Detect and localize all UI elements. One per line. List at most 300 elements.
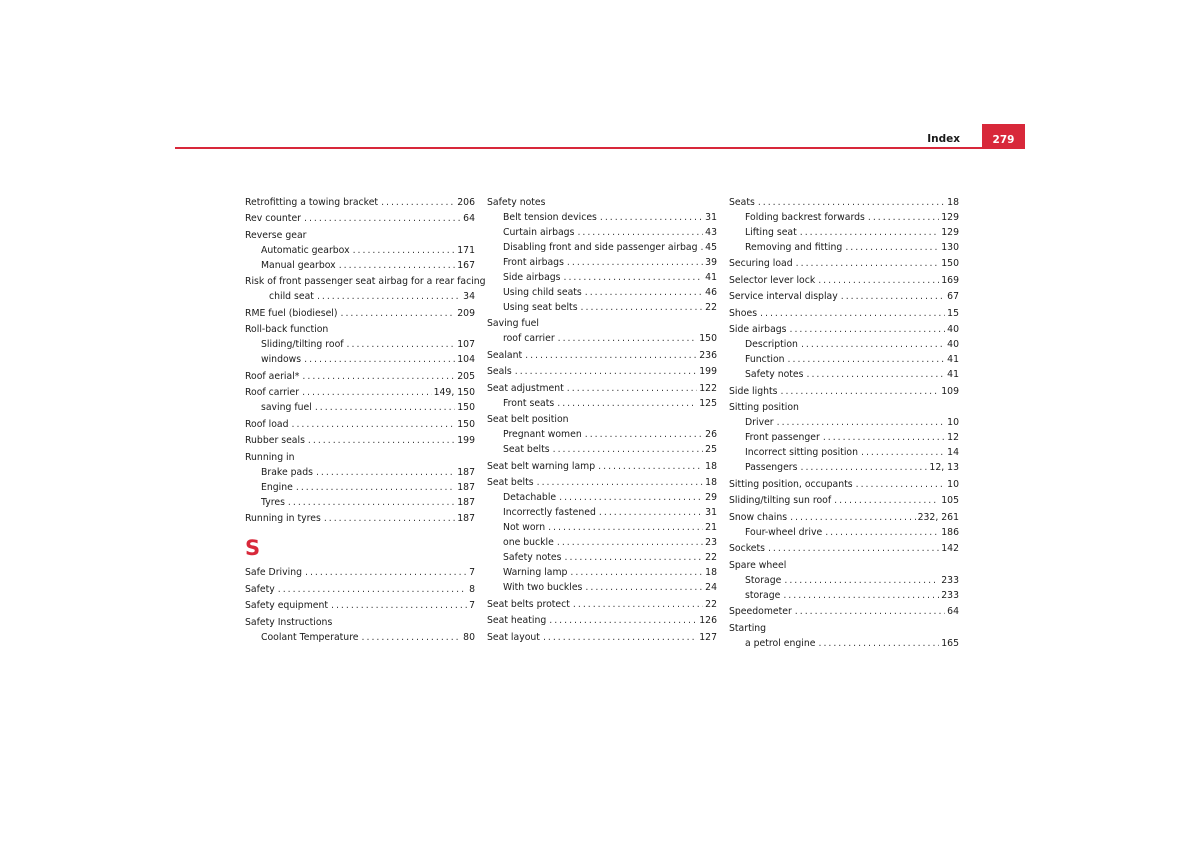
- index-entry: [487, 459, 717, 474]
- index-subentry: [245, 400, 475, 415]
- entry-page-ref: 187: [457, 513, 475, 524]
- entry-term: Folding backrest forwards: [745, 211, 865, 223]
- dot-leader: [304, 352, 455, 367]
- entry-term: Roof load: [245, 418, 289, 430]
- dot-leader: [801, 337, 945, 352]
- index-subentry: [245, 337, 475, 352]
- entry-term: Running in tyres: [245, 513, 321, 524]
- index-entry: [487, 475, 717, 490]
- entry-term: Speedometer: [729, 606, 792, 617]
- entry-term: Seat adjustment: [487, 382, 564, 394]
- entry-term: Seat layout: [487, 631, 540, 643]
- index-entry: [245, 417, 475, 432]
- entry-term: child seat: [269, 291, 314, 302]
- entry-page-ref: 31: [705, 211, 717, 223]
- entry-term: Service interval display: [729, 291, 838, 302]
- dot-leader: [564, 550, 703, 565]
- dot-leader: [341, 306, 456, 321]
- index-entry: [729, 604, 959, 619]
- entry-page-ref: 22: [705, 301, 717, 313]
- entry-page-ref: 45: [705, 241, 717, 253]
- dot-leader: [278, 582, 467, 597]
- index-entry: [245, 322, 475, 337]
- dot-leader: [331, 598, 467, 613]
- entry-page-ref: 12, 13: [929, 462, 959, 473]
- index-entry: [245, 274, 486, 289]
- entry-page-ref: 40: [947, 324, 959, 335]
- entry-term: Seals: [487, 366, 512, 377]
- dot-leader: [841, 289, 945, 304]
- entry-term: Sitting position: [729, 402, 799, 413]
- index-subentry: [729, 337, 959, 352]
- dot-leader: [784, 573, 939, 588]
- dot-leader: [781, 384, 940, 399]
- dot-leader: [788, 352, 946, 367]
- entry-term: Sitting position, occupants: [729, 478, 853, 490]
- entry-term: Safety notes: [503, 552, 562, 563]
- dot-leader: [783, 588, 939, 603]
- entry-term: Incorrectly fastened: [503, 507, 596, 518]
- index-subentry: [487, 550, 717, 565]
- index-entry: [729, 510, 959, 525]
- dot-leader: [868, 210, 939, 225]
- entry-term: Starting: [729, 622, 767, 634]
- entry-term: Using child seats: [503, 286, 582, 298]
- entry-page-ref: 41: [947, 369, 959, 380]
- entry-page-ref: 8: [469, 583, 475, 595]
- entry-page-ref: 150: [699, 333, 717, 344]
- entry-page-ref: 29: [705, 492, 717, 503]
- dot-leader: [800, 225, 939, 240]
- entry-page-ref: 167: [457, 259, 475, 271]
- index-subentry: [487, 490, 717, 505]
- dot-leader: [834, 493, 939, 508]
- entry-page-ref: 187: [457, 481, 475, 493]
- index-entry: [729, 322, 959, 337]
- entry-page-ref: 18: [705, 567, 717, 578]
- index-subentry: [487, 505, 717, 520]
- dot-leader: [564, 270, 704, 285]
- dot-leader: [823, 430, 945, 445]
- index-subentry: [487, 520, 717, 535]
- dot-leader: [796, 256, 940, 271]
- dot-leader: [768, 541, 939, 556]
- dot-leader: [570, 565, 703, 580]
- entry-term: roof carrier: [503, 333, 555, 344]
- index-entry: [245, 306, 475, 321]
- index-entry: [729, 256, 959, 271]
- entry-page-ref: 150: [941, 258, 959, 269]
- index-entry: [245, 450, 475, 465]
- entry-page-ref: 205: [457, 370, 475, 382]
- dot-leader: [324, 511, 455, 526]
- entry-page-ref: 41: [705, 271, 717, 283]
- dot-leader: [292, 417, 456, 432]
- entry-term: Rev counter: [245, 213, 301, 224]
- entry-term: Description: [745, 339, 798, 350]
- dot-leader: [567, 381, 697, 396]
- dot-leader: [760, 306, 945, 321]
- entry-page-ref: 41: [947, 354, 959, 365]
- entry-term: Warning lamp: [503, 567, 568, 578]
- entry-term: Safety: [245, 583, 275, 595]
- entry-page-ref: 15: [947, 307, 959, 319]
- index-subentry: [487, 580, 717, 595]
- index-subentry: [729, 588, 959, 603]
- entry-page-ref: 149, 150: [433, 387, 475, 398]
- dot-leader: [577, 225, 703, 240]
- entry-term: Spare wheel: [729, 559, 787, 571]
- entry-page-ref: 14: [947, 447, 959, 458]
- entry-term: Shoes: [729, 307, 758, 319]
- entry-term: Engine: [261, 481, 293, 493]
- index-subentry: [729, 352, 959, 367]
- entry-term: Front airbags: [503, 256, 564, 268]
- entry-page-ref: 18: [705, 460, 717, 472]
- dot-leader: [559, 490, 703, 505]
- entry-term: Pregnant women: [503, 429, 582, 440]
- entry-term: Manual gearbox: [261, 259, 336, 271]
- dot-leader: [315, 400, 455, 415]
- index-subentry: [487, 225, 717, 240]
- entry-page-ref: 127: [699, 631, 717, 643]
- entry-term: Four-wheel drive: [745, 526, 823, 538]
- index-subentry: [487, 427, 717, 442]
- dot-leader: [825, 525, 939, 540]
- entry-page-ref: 199: [457, 435, 475, 446]
- dot-leader: [543, 630, 697, 645]
- dot-leader: [573, 597, 703, 612]
- entry-term: Retrofitting a towing bracket: [245, 196, 379, 208]
- dot-leader: [598, 459, 703, 474]
- index-entry: [245, 195, 475, 210]
- index-entry: [487, 364, 717, 379]
- entry-term: Seat belt position: [487, 414, 569, 425]
- index-entry: [487, 381, 717, 396]
- index-entry: [245, 511, 475, 526]
- entry-term: Storage: [745, 574, 782, 586]
- index-entry: [487, 316, 717, 331]
- entry-term: RME fuel (biodiesel): [245, 307, 338, 319]
- dot-leader: [339, 258, 456, 273]
- entry-page-ref: 130: [941, 241, 959, 253]
- dot-leader: [845, 240, 939, 255]
- index-subentry: [487, 300, 717, 315]
- entry-page-ref: 171: [457, 244, 475, 256]
- index-entry: [729, 306, 959, 321]
- entry-term: Selector lever lock: [729, 274, 816, 286]
- dot-leader: [381, 195, 455, 210]
- dot-leader: [525, 348, 697, 363]
- page-title: Index: [927, 133, 960, 145]
- entry-term: Curtain airbags: [503, 226, 575, 238]
- dot-leader: [558, 331, 698, 346]
- entry-page-ref: 206: [457, 196, 475, 208]
- entry-term: Not worn: [503, 522, 546, 533]
- index-entry: [487, 613, 717, 628]
- entry-page-ref: 104: [457, 354, 475, 365]
- index-subentry: [487, 535, 717, 550]
- entry-term: Side airbags: [729, 324, 787, 335]
- entry-term: Seats: [729, 196, 755, 208]
- entry-term: a petrol engine: [745, 637, 816, 649]
- entry-page-ref: 122: [699, 382, 717, 394]
- dot-leader: [600, 210, 703, 225]
- index-entry: [245, 211, 475, 226]
- entry-page-ref: 64: [947, 606, 959, 617]
- index-subentry: [487, 240, 717, 255]
- index-subentry: [245, 630, 475, 645]
- dot-leader: [549, 613, 697, 628]
- index-entry: [245, 565, 475, 580]
- entry-term: Sliding/tilting sun roof: [729, 495, 832, 506]
- entry-term: Side airbags: [503, 271, 561, 283]
- entry-term: one buckle: [503, 537, 554, 548]
- entry-term: Seat heating: [487, 615, 547, 626]
- dot-leader: [353, 243, 456, 258]
- index-subentry: [729, 210, 959, 225]
- entry-page-ref: 21: [705, 522, 717, 533]
- entry-page-ref: 199: [699, 366, 717, 377]
- index-column-3: [729, 193, 959, 651]
- dot-leader: [856, 477, 946, 492]
- index-entry: [245, 228, 475, 243]
- entry-page-ref: 142: [941, 543, 959, 554]
- dot-leader: [302, 385, 432, 400]
- dot-leader: [806, 367, 945, 382]
- entry-term: Tyres: [261, 496, 285, 508]
- dot-leader: [557, 535, 703, 550]
- index-subentry: [729, 525, 959, 540]
- dot-leader: [537, 475, 704, 490]
- entry-term: Sealant: [487, 349, 523, 361]
- entry-page-ref: 232, 261: [917, 511, 959, 523]
- index-entry: [729, 384, 959, 399]
- entry-term: Brake pads: [261, 466, 313, 478]
- index-subentry: [729, 367, 959, 382]
- dot-leader: [302, 369, 455, 384]
- index-entry: [729, 289, 959, 304]
- entry-term: Safety equipment: [245, 600, 329, 611]
- entry-term: Snow chains: [729, 511, 788, 523]
- page-number-tab: 279: [982, 124, 1025, 149]
- dot-leader: [790, 510, 916, 525]
- dot-leader: [585, 580, 703, 595]
- dot-leader: [288, 495, 455, 510]
- index-subentry: [487, 255, 717, 270]
- index-subentry: [487, 565, 717, 580]
- entry-term: Running in: [245, 451, 295, 463]
- entry-page-ref: 169: [941, 274, 959, 286]
- entry-term: Safety Instructions: [245, 616, 333, 628]
- dot-leader: [308, 433, 455, 448]
- index-subentry: [487, 285, 717, 300]
- dot-leader: [581, 300, 704, 315]
- entry-page-ref: 46: [705, 286, 717, 298]
- entry-term: Front passenger: [745, 432, 820, 443]
- index-entry: [245, 598, 475, 613]
- entry-term: Seat belts: [503, 444, 550, 455]
- entry-term: Removing and fitting: [745, 241, 843, 253]
- index-subentry: [245, 258, 475, 273]
- dot-leader: [548, 520, 703, 535]
- index-subentry: [729, 430, 959, 445]
- index-subentry: [729, 636, 959, 651]
- entry-term: Seat belts protect: [487, 598, 570, 610]
- entry-term: storage: [745, 589, 781, 601]
- index-column-2: [487, 193, 717, 645]
- index-entry: [729, 273, 959, 288]
- entry-term: Belt tension devices: [503, 211, 597, 223]
- dot-leader: [599, 505, 703, 520]
- index-subentry: [487, 270, 717, 285]
- index-subentry: [729, 225, 959, 240]
- entry-page-ref: 34: [463, 291, 475, 302]
- dot-leader: [818, 273, 939, 288]
- dot-leader: [305, 565, 467, 580]
- entry-term: Sliding/tilting roof: [261, 339, 344, 350]
- entry-term: Safe Driving: [245, 567, 302, 578]
- entry-page-ref: 107: [457, 339, 475, 350]
- dot-leader: [515, 364, 698, 379]
- index-column-1: [245, 193, 486, 645]
- index-entry: [729, 400, 959, 415]
- entry-term: Roof aerial*: [245, 370, 300, 382]
- dot-leader: [758, 195, 945, 210]
- index-subentry: [245, 480, 475, 495]
- entry-term: Rubber seals: [245, 435, 305, 446]
- entry-term: Using seat belts: [503, 301, 578, 313]
- dot-leader: [316, 465, 455, 480]
- index-entry: [245, 369, 475, 384]
- entry-page-ref: 150: [457, 418, 475, 430]
- entry-page-ref: 18: [947, 196, 959, 208]
- entry-term: Seat belt warning lamp: [487, 460, 596, 472]
- entry-term: Function: [745, 354, 785, 365]
- entry-page-ref: 187: [457, 466, 475, 478]
- index-subentry: [729, 240, 959, 255]
- entry-page-ref: 129: [941, 211, 959, 223]
- entry-term: Saving fuel: [487, 318, 539, 329]
- index-entry: [245, 385, 475, 400]
- index-subentry: [487, 442, 717, 457]
- entry-page-ref: 12: [947, 432, 959, 443]
- dot-leader: [861, 445, 945, 460]
- entry-term: Safety notes: [487, 196, 546, 208]
- index-entry: [729, 195, 959, 210]
- entry-page-ref: 23: [705, 537, 717, 548]
- entry-term: Incorrect sitting position: [745, 447, 859, 458]
- dot-leader: [362, 630, 462, 645]
- index-subentry: [245, 352, 475, 367]
- entry-page-ref: 67: [947, 291, 959, 302]
- dot-leader: [795, 604, 945, 619]
- entry-page-ref: 233: [941, 574, 959, 586]
- entry-page-ref: 209: [457, 307, 475, 319]
- entry-term: saving fuel: [261, 402, 312, 413]
- entry-term: Coolant Temperature: [261, 631, 359, 643]
- dot-leader: [585, 285, 703, 300]
- dot-leader: [557, 396, 697, 411]
- entry-page-ref: 10: [947, 417, 959, 428]
- entry-page-ref: 24: [705, 582, 717, 593]
- index-entry: [729, 493, 959, 508]
- entry-page-ref: 7: [469, 567, 475, 578]
- entry-term: Driver: [745, 417, 774, 428]
- entry-term: Passengers: [745, 462, 798, 473]
- entry-page-ref: 236: [699, 349, 717, 361]
- index-entry: [487, 630, 717, 645]
- entry-term: Risk of front passenger seat airbag for a rear facing: [245, 276, 486, 287]
- entry-term: Securing load: [729, 258, 793, 269]
- entry-page-ref: 25: [705, 444, 717, 455]
- entry-page-ref: 125: [699, 397, 717, 409]
- entry-page-ref: 233: [941, 589, 959, 601]
- entry-page-ref: 22: [705, 598, 717, 610]
- index-entry: [245, 433, 475, 448]
- entry-page-ref: 187: [457, 496, 475, 508]
- index-subentry: [245, 465, 475, 480]
- dot-leader: [777, 415, 946, 430]
- index-entry: [729, 477, 959, 492]
- index-entry: [245, 289, 475, 304]
- entry-page-ref: 126: [699, 615, 717, 626]
- dot-leader: [818, 636, 939, 651]
- index-subentry: [487, 396, 717, 411]
- entry-page-ref: 31: [705, 507, 717, 518]
- entry-page-ref: 150: [457, 402, 475, 413]
- index-entry: [729, 621, 959, 636]
- entry-page-ref: 7: [469, 600, 475, 611]
- entry-term: Disabling front and side passenger airbag: [503, 241, 698, 253]
- index-subentry: [487, 331, 717, 346]
- entry-page-ref: 165: [941, 637, 959, 649]
- index-entry: [487, 412, 717, 427]
- entry-page-ref: 26: [705, 429, 717, 440]
- entry-page-ref: 40: [947, 339, 959, 350]
- dot-leader: [317, 289, 461, 304]
- entry-term: windows: [261, 354, 302, 365]
- entry-page-ref: 22: [705, 552, 717, 563]
- index-subentry: [245, 243, 475, 258]
- entry-term: Side lights: [729, 385, 778, 397]
- index-subentry: [729, 573, 959, 588]
- index-entry: [729, 541, 959, 556]
- entry-term: Front seats: [503, 397, 555, 409]
- entry-term: Lifting seat: [745, 226, 797, 238]
- entry-page-ref: 39: [705, 256, 717, 268]
- header-rule: [175, 147, 1025, 149]
- dot-leader: [553, 442, 704, 457]
- entry-page-ref: 43: [705, 226, 717, 238]
- entry-page-ref: 105: [941, 495, 959, 506]
- entry-page-ref: 80: [463, 631, 475, 643]
- index-section-letter: S: [245, 536, 261, 560]
- index-entry: [729, 558, 959, 573]
- entry-page-ref: 129: [941, 226, 959, 238]
- dot-leader: [790, 322, 946, 337]
- dot-leader: [585, 427, 703, 442]
- entry-term: Detachable: [503, 492, 557, 503]
- entry-page-ref: 109: [941, 385, 959, 397]
- index-entry: [245, 582, 475, 597]
- index-entry: [245, 615, 475, 630]
- dot-leader: [347, 337, 456, 352]
- index-subentry: [729, 415, 959, 430]
- dot-leader: [800, 460, 927, 475]
- entry-term: Roll-back function: [245, 324, 329, 335]
- entry-term: Sockets: [729, 543, 765, 554]
